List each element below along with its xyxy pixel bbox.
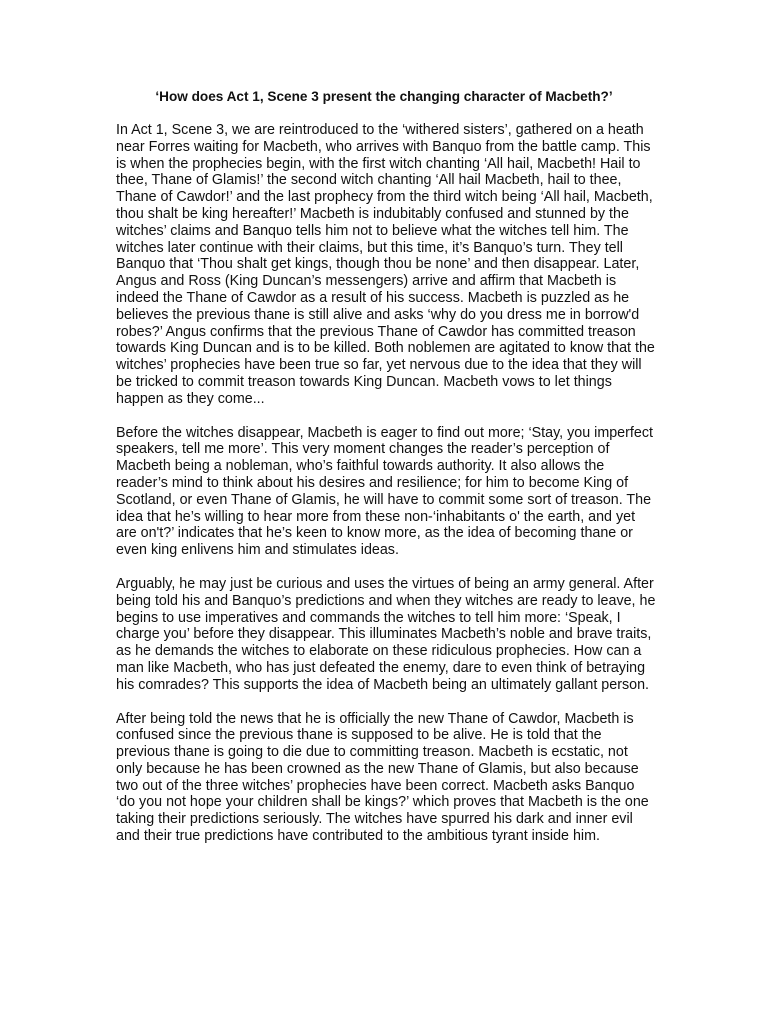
paragraph-3: Arguably, he may just be curious and uses the virtues of being an army general. After being told his and Banquo’s predictions and when they witches are ready to leave, he begins to use imperatives and commands the witches to tell him more: ‘Speak, I charge you’ before they disappear. This illuminates Macbeth’s noble and brave traits, as he demands the witches to elaborate on these ridiculous prophecies. How can a man like Macbeth, who has just defeated the enemy, dare to even think of betraying his comrades? This supports the idea of Macbeth being an ultimately gallant person. [116,575,656,693]
paragraph-4: After being told the news that he is officially the new Thane of Cawdor, Macbeth is confused since the previous thane is supposed to be alive. He is told that the previous thane is going to die due to committing treason. Macbeth is ecstatic, not only because he has been crowned as the new Thane of Glamis, but also because two out of the three witches’ prophecies have been correct. Macbeth asks Banquo ‘do you not hope your children shall be kings?’ which proves that Macbeth is the one taking their predictions seriously. The witches have spurred his dark and inner evil and their true predictions have contributed to the ambitious tyrant inside him. [116,710,649,845]
paragraph-1: In Act 1, Scene 3, we are reintroduced to the ‘withered sisters’, gathered on a heath near Forres waiting for Macbeth, who arrives with Banquo from the battle camp. This is when the prophecies begin, with the first witch chanting ‘All hail, Macbeth! Hail to thee, Thane of Glamis!’ the second witch chanting ‘All hail Macbeth, hail to thee, Thane of Cawdor!’ and the last prophecy from the third witch being ‘All hail, Macbeth, thou shalt be king hereafter!’ Macbeth is indubitably confused and stunned by the witches’ claims and Banquo tells him not to believe what the witches tell him. The witches later continue with their claims, but this time, it’s Banquo’s turn. They tell Banquo that ‘Thou shalt get kings, though thou be none’ and then disappear. Later, Angus and Ross (King Duncan’s messengers) arrive and affirm that Macbeth is indeed the Thane of Cawdor as a result of his success. Macbeth is puzzled as he believes the previous thane is still alive and asks ‘why do you dress me in borrow'd robes?’ Angus confirms that the previous Thane of Cawdor has committed treason towards King Duncan and is to be killed. Both noblemen are agitated to know that the witches’ prophecies have been true so far, yet nervous due to the idea that they will be tricked to commit treason towards King Duncan. Macbeth vows to let things happen as they come... [116,122,655,407]
paragraph-2: Before the witches disappear, Macbeth is eager to find out more; ‘Stay, you imperfect speakers, tell me more’. This very moment changes the reader’s perception of Macbeth being a nobleman, who’s faithful towards authority. It also allows the reader’s mind to think about his desires and resilience; for him to become King of Scotland, or even Thane of Glamis, he will have to commit some sort of treason. The idea that he’s willing to hear more from these non-‘inhabitants o' the earth, and yet are on't?’ indicates that he’s keen to know more, as the idea of becoming thane or even king enlivens him and stimulates ideas. [116,424,653,559]
essay-title: ‘How does Act 1, Scene 3 present the changing character of Macbeth?’ [155,89,613,104]
essay-body [116,122,656,862]
